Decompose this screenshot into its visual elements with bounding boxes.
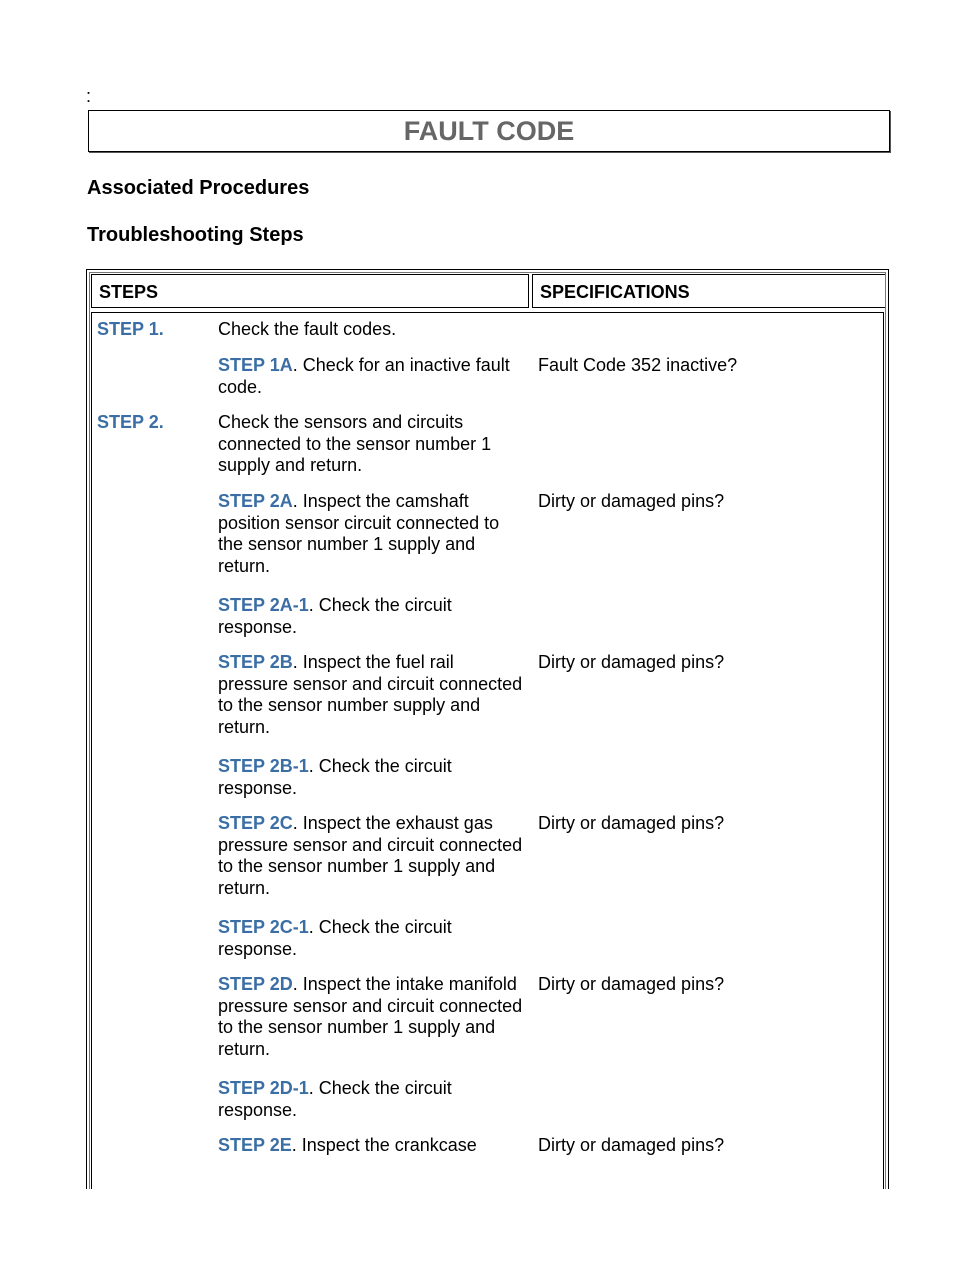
substep-2d: STEP 2D. Inspect the intake manifold pressure sensor and circuit connected to the sensor number 1 supply and return. — [218, 974, 523, 1059]
page-prefix: : — [86, 86, 92, 106]
step-number[interactable]: STEP 1. — [97, 319, 164, 339]
step-number[interactable]: STEP 2. — [97, 412, 164, 432]
substep-2b-1: STEP 2B-1. Check the circuit response. — [218, 756, 452, 798]
substep-label[interactable]: STEP 2A — [218, 491, 293, 511]
substep-label[interactable]: STEP 2D-1 — [218, 1078, 309, 1098]
substep-2c-1: STEP 2C-1. Check the circuit response. — [218, 917, 452, 959]
substep-2b: STEP 2B. Inspect the fuel rail pressure sensor and circuit connected to the sensor number supply and return. — [218, 652, 523, 737]
step-text: Check the sensors and circuits connected to the sensor number 1 supply and return. — [218, 412, 492, 475]
substep-label[interactable]: STEP 2E — [218, 1135, 292, 1155]
substep-label[interactable]: STEP 2C-1 — [218, 917, 309, 937]
substep-label[interactable]: STEP 1A — [218, 355, 293, 375]
spec-2a: Dirty or damaged pins? — [538, 491, 725, 511]
substep-label[interactable]: STEP 2A-1 — [218, 595, 309, 615]
header-steps: STEPS — [91, 274, 529, 308]
substep-label[interactable]: STEP 2B-1 — [218, 756, 309, 776]
page-title: FAULT CODE — [88, 110, 890, 152]
substep-label[interactable]: STEP 2B — [218, 652, 293, 672]
substep-2a-1: STEP 2A-1. Check the circuit response. — [218, 595, 452, 637]
spec-2c: Dirty or damaged pins? — [538, 813, 725, 833]
step-text: Check the fault codes. — [218, 319, 397, 339]
spec-2e: Dirty or damaged pins? — [538, 1135, 725, 1155]
heading-associated-procedures: Associated Procedures — [87, 177, 310, 199]
substep-2d-1: STEP 2D-1. Check the circuit response. — [218, 1078, 452, 1120]
substep-2c: STEP 2C. Inspect the exhaust gas pressure sensor and circuit connected to the sensor number 1 supply and return. — [218, 813, 523, 898]
heading-troubleshooting-steps: Troubleshooting Steps — [87, 224, 304, 246]
spec-1a: Fault Code 352 inactive? — [538, 355, 738, 375]
spec-2b: Dirty or damaged pins? — [538, 652, 725, 672]
substep-2e: STEP 2E. Inspect the crankcase — [218, 1135, 477, 1155]
header-specifications: SPECIFICATIONS — [532, 274, 886, 308]
substep-label[interactable]: STEP 2C — [218, 813, 293, 833]
substep-2a: STEP 2A. Inspect the camshaft position sensor circuit connected to the sensor number 1 supply and return. — [218, 491, 500, 576]
substep-1a: STEP 1A. Check for an inactive fault code. — [218, 355, 510, 397]
substep-label[interactable]: STEP 2D — [218, 974, 293, 994]
spec-2d: Dirty or damaged pins? — [538, 974, 725, 994]
